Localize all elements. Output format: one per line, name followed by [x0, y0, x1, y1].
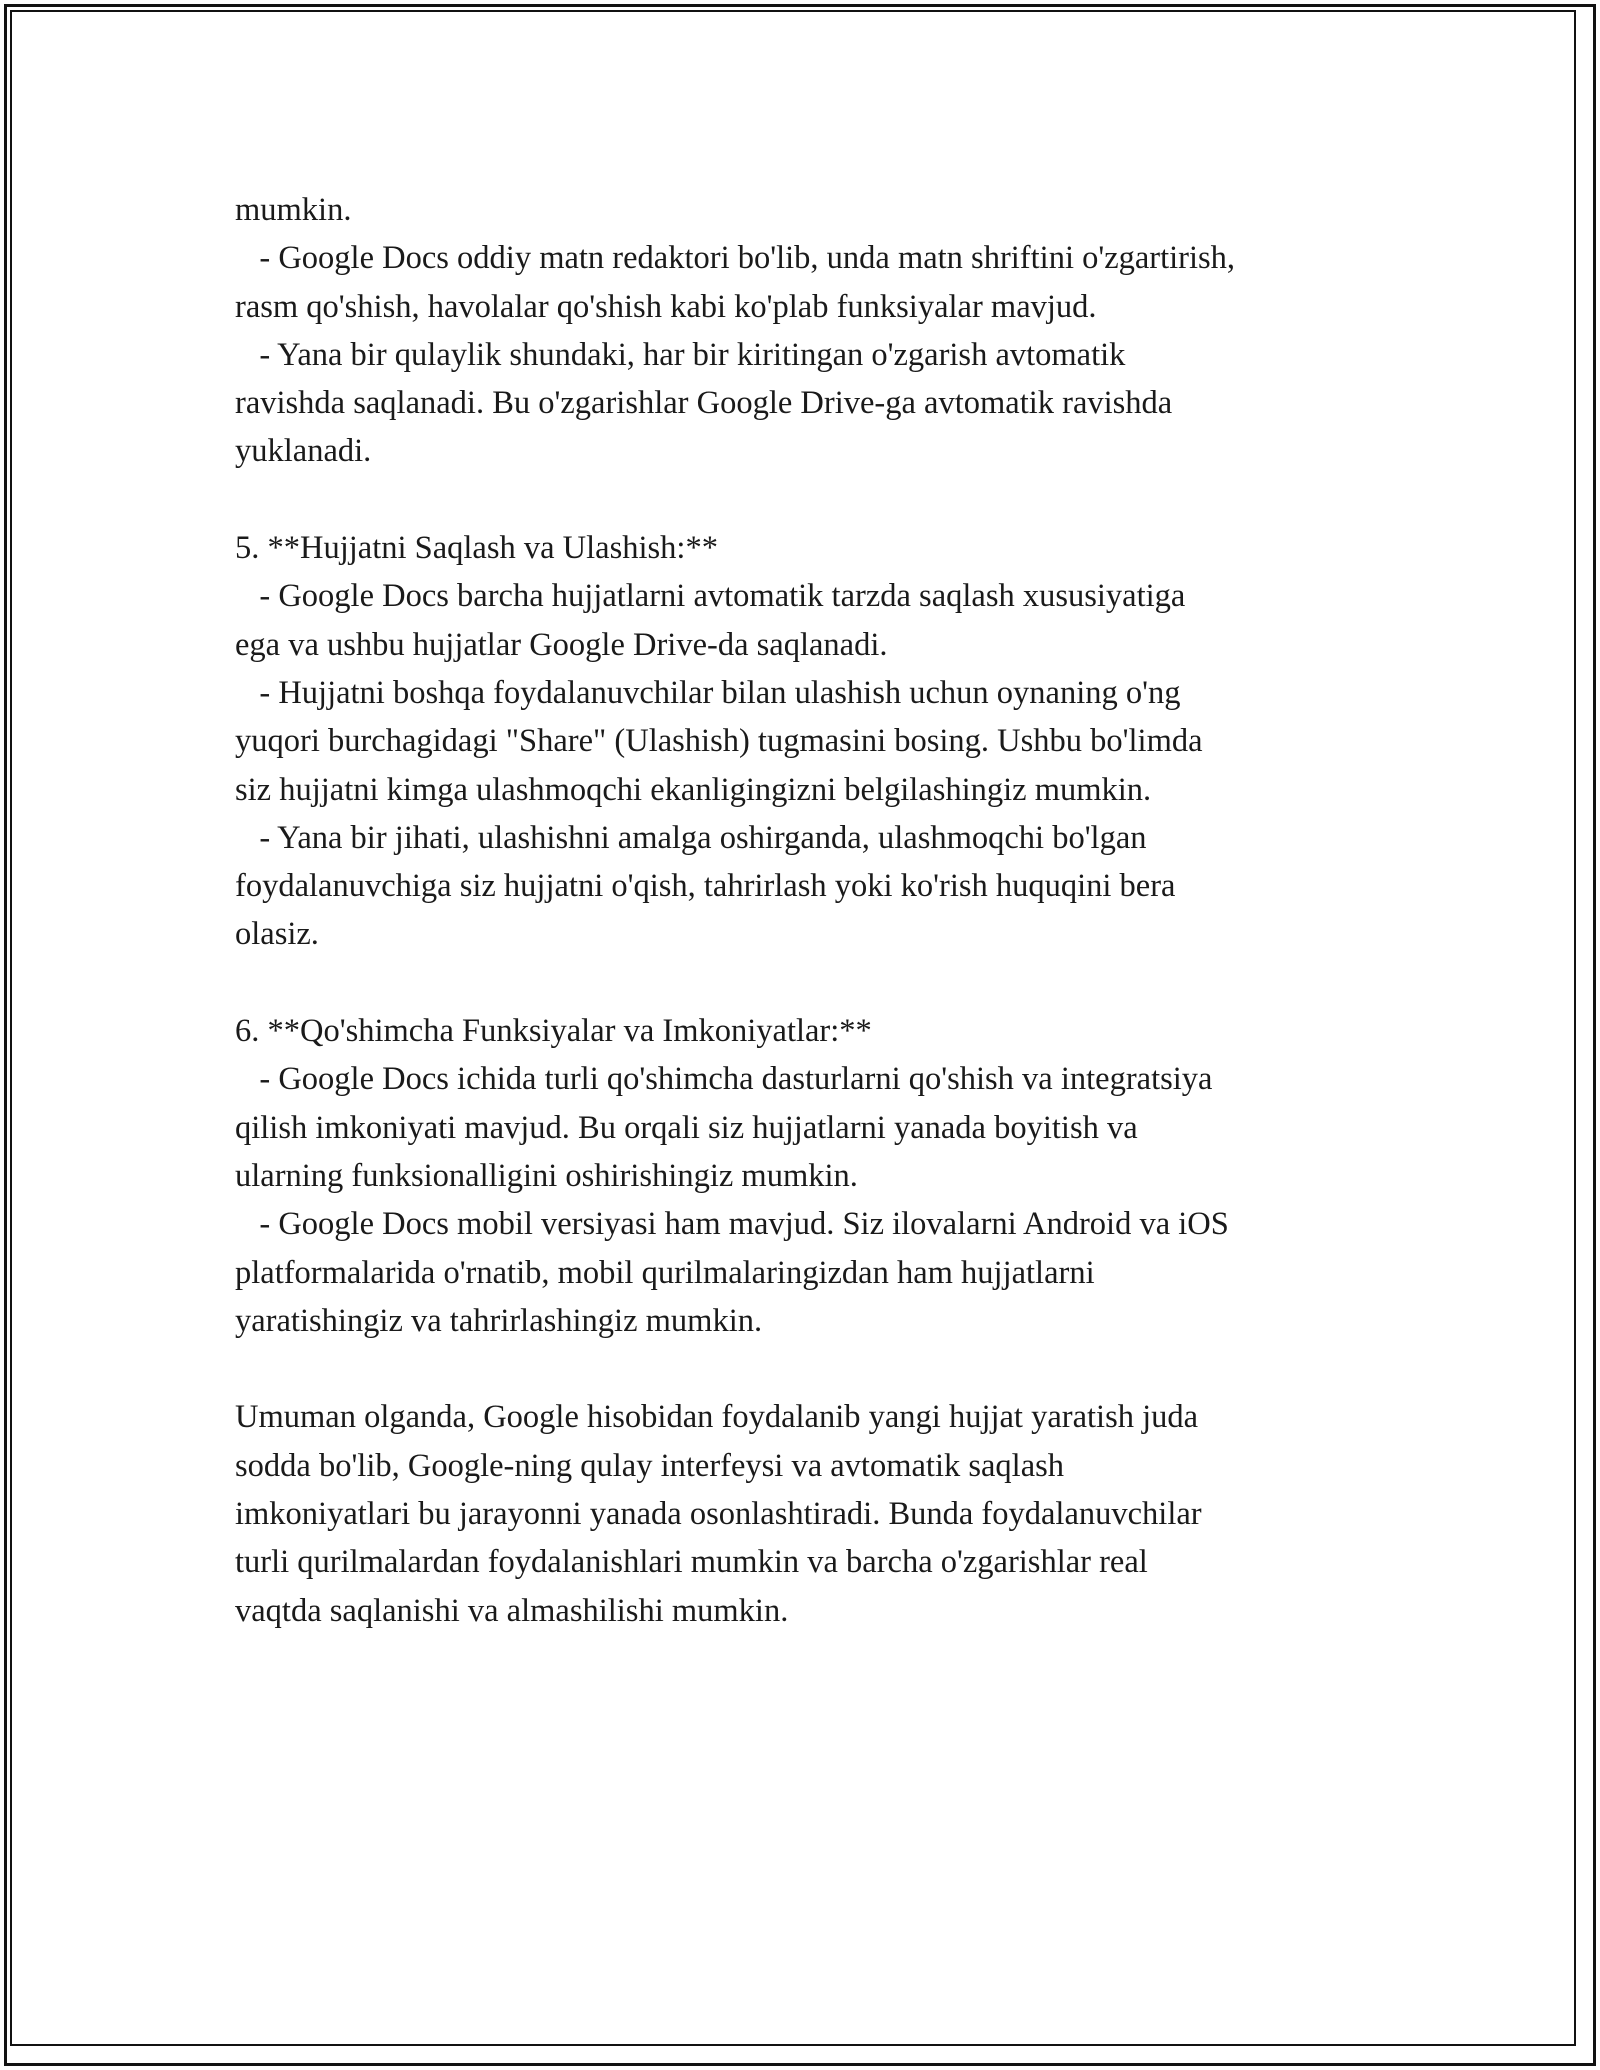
paragraph-gap	[235, 1345, 1395, 1393]
text-line: turli qurilmalardan foydalanishlari mumkin va barcha o'zgarishlar real	[235, 1544, 1148, 1581]
text-line: - Google Docs barcha hujjatlarni avtomatik tarzda saqlash xususiyatiga	[235, 578, 1186, 615]
text-line: Umuman olganda, Google hisobidan foydalanib yangi hujjat yaratish juda	[235, 1399, 1199, 1436]
text-line: siz hujjatni kimga ulashmoqchi ekanligingizni belgilashingiz mumkin.	[235, 771, 1152, 808]
document-body	[235, 186, 1395, 1635]
text-line: ega va ushbu hujjatlar Google Drive-da saqlanadi.	[235, 626, 888, 663]
text-line: - Yana bir jihati, ulashishni amalga oshirganda, ulashmoqchi bo'lgan	[235, 819, 1147, 856]
text-line: qilish imkoniyati mavjud. Bu orqali siz hujjatlarni yanada boyitish va	[235, 1109, 1138, 1146]
text-line: ularning funksionalligini oshirishingiz mumkin.	[235, 1157, 858, 1194]
section-heading: 6. **Qo'shimcha Funksiyalar va Imkoniyatlar:**	[235, 1013, 872, 1050]
text-line: - Google Docs oddiy matn redaktori bo'lib, unda matn shriftini o'zgartirish,	[235, 240, 1236, 277]
text-line: yuqori burchagidagi "Share" (Ulashish) tugmasini bosing. Ushbu bo'limda	[235, 723, 1203, 760]
text-line: yaratishingiz va tahrirlashingiz mumkin.	[235, 1302, 763, 1339]
section-saving-sharing	[235, 524, 1395, 959]
text-line: rasm qo'shish, havolalar qo'shish kabi ko'plab funksiyalar mavjud.	[235, 288, 1097, 325]
text-line: imkoniyatlari bu jarayonni yanada osonlashtiradi. Bunda foydalanuvchilar	[235, 1496, 1202, 1533]
text-line: sodda bo'lib, Google-ning qulay interfeysi va avtomatik saqlash	[235, 1447, 1065, 1484]
text-line: vaqtda saqlanishi va almashilishi mumkin.	[235, 1592, 789, 1629]
text-line: - Yana bir qulaylik shundaki, har bir kiritingan o'zgarish avtomatik	[235, 336, 1126, 373]
text-line: ravishda saqlanadi. Bu o'zgarishlar Google Drive-ga avtomatik ravishda	[235, 385, 1173, 422]
text-line: mumkin.	[235, 192, 352, 228]
text-line: olasiz.	[235, 916, 319, 953]
text-line: - Hujjatni boshqa foydalanuvchilar bilan ulashish uchun oynaning o'ng	[235, 674, 1181, 711]
paragraph-conclusion	[235, 1393, 1395, 1634]
section-additional-features	[235, 1007, 1395, 1345]
text-line: yuklanadi.	[235, 433, 372, 470]
text-line: - Google Docs mobil versiyasi ham mavjud. Siz ilovalarni Android va iOS	[235, 1206, 1229, 1243]
paragraph-gap	[235, 476, 1395, 524]
paragraph-continuation	[235, 186, 1395, 476]
paragraph-gap	[235, 959, 1395, 1007]
text-line: platformalarida o'rnatib, mobil qurilmalaringizdan ham hujjatlarni	[235, 1254, 1095, 1291]
text-line: - Google Docs ichida turli qo'shimcha dasturlarni qo'shish va integratsiya	[235, 1061, 1213, 1098]
section-heading: 5. **Hujjatni Saqlash va Ulashish:**	[235, 530, 718, 567]
text-line: foydalanuvchiga siz hujjatni o'qish, tahrirlash yoki ko'rish huquqini bera	[235, 868, 1176, 905]
